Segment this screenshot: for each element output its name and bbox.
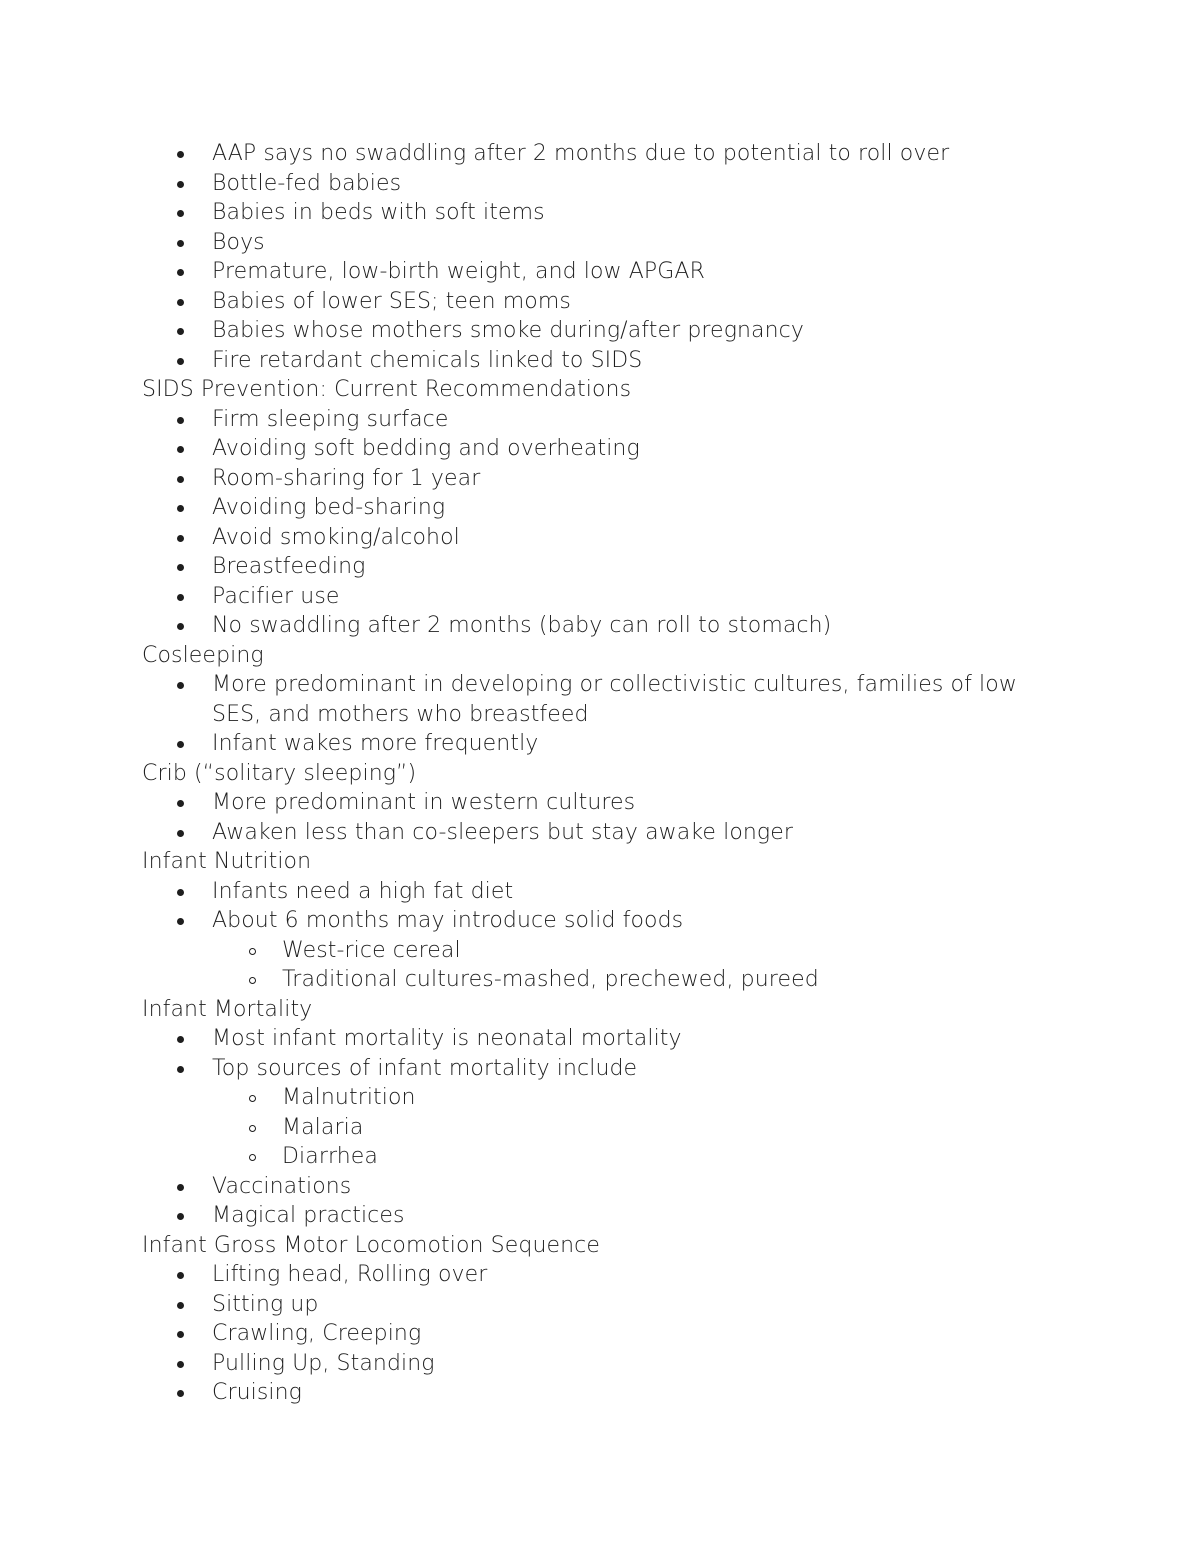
bullet-dot-icon bbox=[177, 417, 184, 424]
heading-text: Crib (“solitary sleeping”) bbox=[142, 760, 417, 786]
section-heading bbox=[0, 375, 1200, 405]
bullet-item bbox=[0, 1319, 1200, 1349]
bullet-item bbox=[0, 198, 1200, 228]
heading-text: Cosleeping bbox=[142, 642, 264, 668]
bullet-dot-icon bbox=[177, 918, 184, 925]
bullet-item bbox=[0, 1172, 1200, 1202]
bullet-item bbox=[0, 1054, 1200, 1084]
bullet-dot-icon bbox=[177, 151, 184, 158]
section-heading bbox=[0, 759, 1200, 789]
item-text: Lifting head, Rolling over bbox=[212, 1262, 488, 1287]
item-text: Boys bbox=[212, 229, 265, 255]
item-text: Awaken less than co-sleepers but stay awake longer bbox=[212, 819, 794, 845]
bullet-dot-icon bbox=[177, 800, 184, 807]
item-text: Room-sharing for 1 year bbox=[212, 465, 481, 491]
bullet-dot-icon bbox=[177, 889, 184, 896]
bullet-item bbox=[0, 493, 1200, 523]
bullet-dot-icon bbox=[177, 1361, 184, 1368]
sub-bullet-item bbox=[0, 1113, 1200, 1143]
item-text: Pulling Up, Standing bbox=[212, 1350, 435, 1376]
bullet-item bbox=[0, 139, 1200, 169]
bullet-dot-icon bbox=[177, 1390, 184, 1397]
bullet-item bbox=[0, 1378, 1200, 1408]
item-text: Traditional cultures-mashed, prechewed, pureed bbox=[282, 967, 819, 992]
bullet-item bbox=[0, 287, 1200, 317]
bullet-circle-icon bbox=[249, 1095, 256, 1102]
item-text: Fire retardant chemicals linked to SIDS bbox=[212, 347, 643, 373]
bullet-dot-icon bbox=[177, 594, 184, 601]
item-text: AAP says no swaddling after 2 months due to potential to roll over bbox=[212, 141, 950, 166]
bullet-item bbox=[0, 169, 1200, 199]
bullet-circle-icon bbox=[249, 1125, 256, 1132]
bullet-item bbox=[0, 228, 1200, 258]
bullet-dot-icon bbox=[177, 1272, 184, 1279]
bullet-dot-icon bbox=[177, 830, 184, 837]
item-text: Vaccinations bbox=[212, 1173, 352, 1199]
bullet-dot-icon bbox=[177, 240, 184, 247]
item-text: Avoiding bed-sharing bbox=[212, 495, 446, 520]
bullet-dot-icon bbox=[177, 1184, 184, 1191]
bullet-item bbox=[0, 1349, 1200, 1379]
bullet-dot-icon bbox=[177, 446, 184, 453]
bullet-dot-icon bbox=[177, 564, 184, 571]
bullet-item bbox=[0, 1024, 1200, 1054]
bullet-dot-icon bbox=[177, 1036, 184, 1043]
bullet-item bbox=[0, 729, 1200, 759]
bullet-item bbox=[0, 523, 1200, 553]
item-text: Firm sleeping surface bbox=[212, 406, 449, 432]
bullet-item bbox=[0, 670, 1200, 700]
item-text: Malaria bbox=[282, 1114, 364, 1140]
bullet-item bbox=[0, 1201, 1200, 1231]
sub-bullet-item bbox=[0, 936, 1200, 966]
item-text: Malnutrition bbox=[282, 1085, 416, 1110]
document-page bbox=[0, 139, 1200, 1408]
section-heading bbox=[0, 641, 1200, 671]
bullet-item bbox=[0, 464, 1200, 494]
heading-text: SIDS Prevention: Current Recommendations bbox=[142, 377, 632, 402]
item-text: More predominant in developing or collectivistic cultures, families of low bbox=[212, 672, 1017, 697]
bullet-dot-icon bbox=[177, 181, 184, 188]
bullet-circle-icon bbox=[249, 977, 256, 984]
bullet-dot-icon bbox=[177, 299, 184, 306]
bullet-item bbox=[0, 405, 1200, 435]
bullet-dot-icon bbox=[177, 535, 184, 542]
bullet-item-continuation bbox=[0, 700, 1200, 730]
section-heading bbox=[0, 1231, 1200, 1261]
bullet-item bbox=[0, 611, 1200, 641]
item-text: Pacifier use bbox=[212, 583, 340, 609]
bullet-dot-icon bbox=[177, 476, 184, 483]
bullet-circle-icon bbox=[249, 948, 256, 955]
item-text: Babies whose mothers smoke during/after pregnancy bbox=[212, 318, 804, 343]
item-text: West-rice cereal bbox=[282, 937, 461, 963]
heading-text: Infant Mortality bbox=[142, 996, 313, 1022]
item-text: Diarrhea bbox=[282, 1144, 378, 1169]
section-heading bbox=[0, 847, 1200, 877]
bullet-item bbox=[0, 582, 1200, 612]
bullet-item bbox=[0, 906, 1200, 936]
sub-bullet-item bbox=[0, 1083, 1200, 1113]
item-text: More predominant in western cultures bbox=[212, 790, 636, 815]
section-heading bbox=[0, 995, 1200, 1025]
bullet-item bbox=[0, 818, 1200, 848]
bullet-item bbox=[0, 434, 1200, 464]
bullet-dot-icon bbox=[177, 1066, 184, 1073]
heading-text: Infant Nutrition bbox=[142, 849, 312, 874]
bullet-dot-icon bbox=[177, 269, 184, 276]
bullet-item bbox=[0, 316, 1200, 346]
bullet-dot-icon bbox=[177, 623, 184, 630]
item-text: Premature, low-birth weight, and low APGAR bbox=[212, 259, 705, 284]
bullet-dot-icon bbox=[177, 210, 184, 217]
bullet-item bbox=[0, 1260, 1200, 1290]
sub-bullet-item bbox=[0, 1142, 1200, 1172]
item-text: Avoiding soft bedding and overheating bbox=[212, 436, 640, 461]
bullet-dot-icon bbox=[177, 505, 184, 512]
item-text: SES, and mothers who breastfeed bbox=[212, 701, 589, 727]
item-text: Crawling, Creeping bbox=[212, 1321, 422, 1346]
bullet-item bbox=[0, 788, 1200, 818]
item-text: Infant wakes more frequently bbox=[212, 731, 539, 756]
bullet-item bbox=[0, 346, 1200, 376]
item-text: Avoid smoking/alcohol bbox=[212, 524, 460, 550]
bullet-dot-icon bbox=[177, 358, 184, 365]
item-text: Sitting up bbox=[212, 1291, 319, 1317]
bullet-circle-icon bbox=[249, 1154, 256, 1161]
bullet-dot-icon bbox=[177, 1331, 184, 1338]
bullet-item bbox=[0, 877, 1200, 907]
item-text: Babies in beds with soft items bbox=[212, 200, 545, 225]
bullet-dot-icon bbox=[177, 1302, 184, 1309]
item-text: About 6 months may introduce solid foods bbox=[212, 908, 684, 933]
bullet-dot-icon bbox=[177, 682, 184, 689]
item-text: No swaddling after 2 months (baby can roll to stomach) bbox=[212, 613, 832, 638]
item-text: Most infant mortality is neonatal mortality bbox=[212, 1026, 682, 1051]
bullet-dot-icon bbox=[177, 328, 184, 335]
item-text: Bottle-fed babies bbox=[212, 170, 402, 196]
item-text: Infants need a high fat diet bbox=[212, 878, 514, 904]
bullet-dot-icon bbox=[177, 741, 184, 748]
item-text: Magical practices bbox=[212, 1203, 405, 1228]
bullet-item bbox=[0, 1290, 1200, 1320]
item-text: Cruising bbox=[212, 1380, 302, 1405]
item-text: Breastfeeding bbox=[212, 554, 366, 579]
bullet-dot-icon bbox=[177, 1213, 184, 1220]
bullet-item bbox=[0, 257, 1200, 287]
heading-text: Infant Gross Motor Locomotion Sequence bbox=[142, 1232, 601, 1258]
item-text: Top sources of infant mortality include bbox=[212, 1055, 638, 1081]
bullet-item bbox=[0, 552, 1200, 582]
item-text: Babies of lower SES; teen moms bbox=[212, 288, 571, 314]
sub-bullet-item bbox=[0, 965, 1200, 995]
